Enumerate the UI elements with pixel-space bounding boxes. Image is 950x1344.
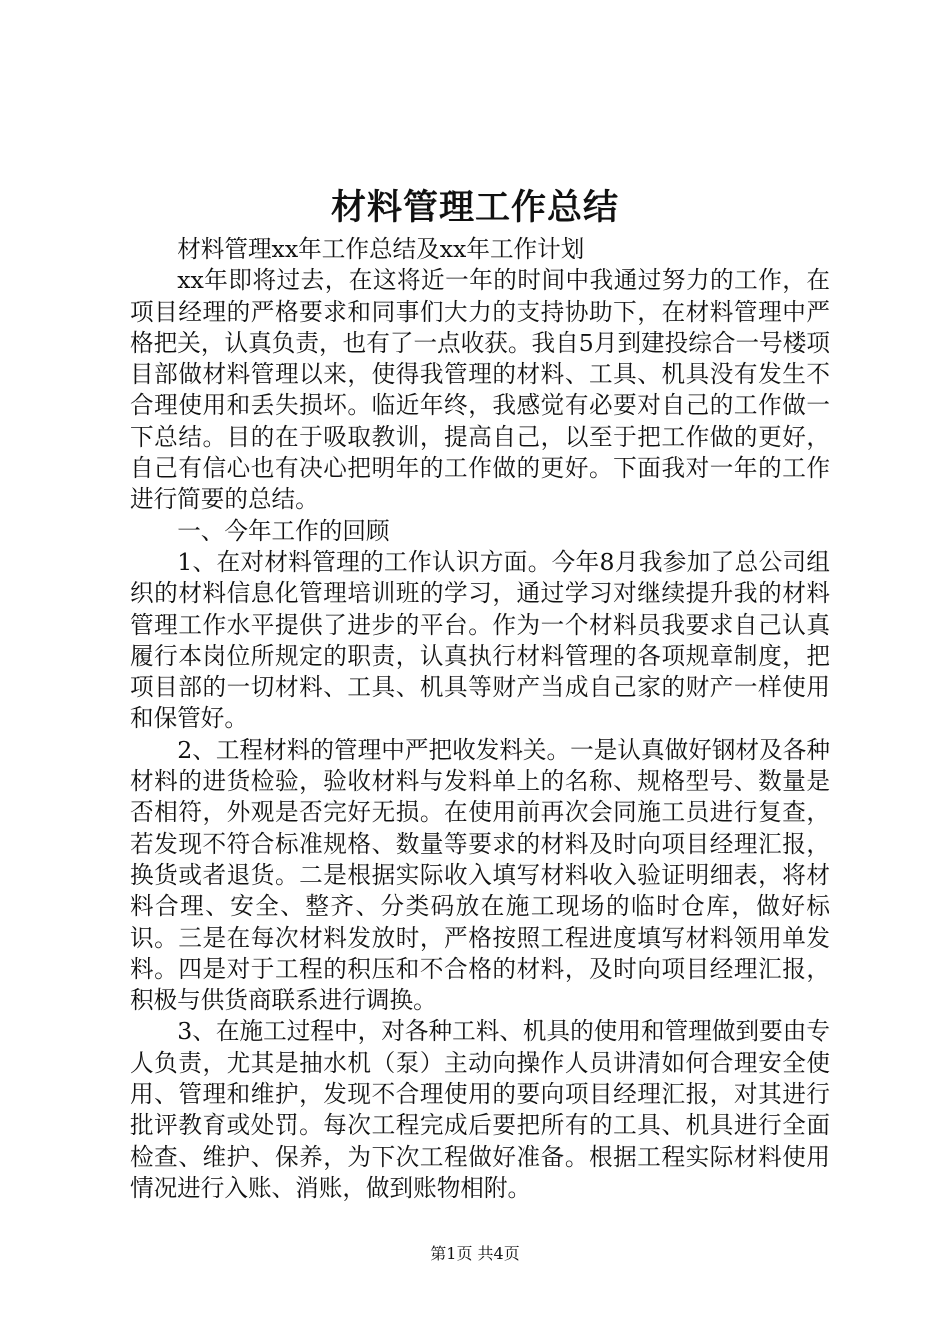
paragraph-item-3: 3、在施工过程中，对各种工料、机具的使用和管理做到要由专人负责，尤其是抽水机（泵）主动向操作人员讲清如何合理安全使用、管理和维护，发现不合理使用的要向项目经理汇报，对其进行批评教育或处罚。每次工程完成后要把所有的工具、机具进行全面检查、维护、保养，为下次工程做好准备。根据工程实际材料使用情况进行入账、消账，做到账物相附。	[130, 1017, 830, 1202]
paragraph-intro: xx年即将过去，在这将近一年的时间中我通过努力的工作，在项目经理的严格要求和同事们大力的支持协助下，在材料管理中严格把关，认真负责，也有了一点收获。我自5月到建投综合一号楼项目部做材料管理以来，使得我管理的材料、工具、机具没有发生不合理使用和丢失损坏。临近年终，我感觉有必要对自己的工作做一下总结。目的在于吸取教训，提高自己，以至于把工作做的更好，自己有信心也有决心把明年的工作做的更好。下面我对一年的工作进行简要的总结。	[130, 266, 830, 514]
document-title: 材料管理工作总结	[330, 187, 619, 228]
paragraph-item-1: 1、在对材料管理的工作认识方面。今年8月我参加了总公司组织的材料信息化管理培训班的学习，通过学习对继续提升我的材料管理工作水平提供了进步的平台。作为一个材料员我要求自己认真履行本岗位所规定的职责，认真执行材料管理的各项规章制度，把项目部的一切材料、工具、机具等财产当成自己家的财产一样使用和保管好。	[130, 547, 830, 733]
paragraph-item-2: 2、工程材料的管理中严把收发料关。一是认真做好钢材及各种材料的进货检验，验收材料与发料单上的名称、规格型号、数量是否相符，外观是否完好无损。在使用前再次会同施工员进行复查，若发现不符合标准规格、数量等要求的材料及时向项目经理汇报，换货或者退货。二是根据实际收入填写材料收入验证明细表，将材料合理、安全、整齐、分类码放在施工现场的临时仓库，做好标识。三是在每次材料发放时，严格按照工程进度填写材料领用单发料。四是对于工程的积压和不合格的材料，及时向项目经理汇报，积极与供货商联系进行调换。	[130, 735, 830, 1015]
paragraph-subtitle: 材料管理xx年工作总结及xx年工作计划	[177, 235, 585, 263]
section-heading: 一、今年工作的回顾	[177, 516, 390, 545]
document-body	[130, 234, 830, 1204]
page-number-footer: 第1页 共4页	[430, 1244, 520, 1263]
